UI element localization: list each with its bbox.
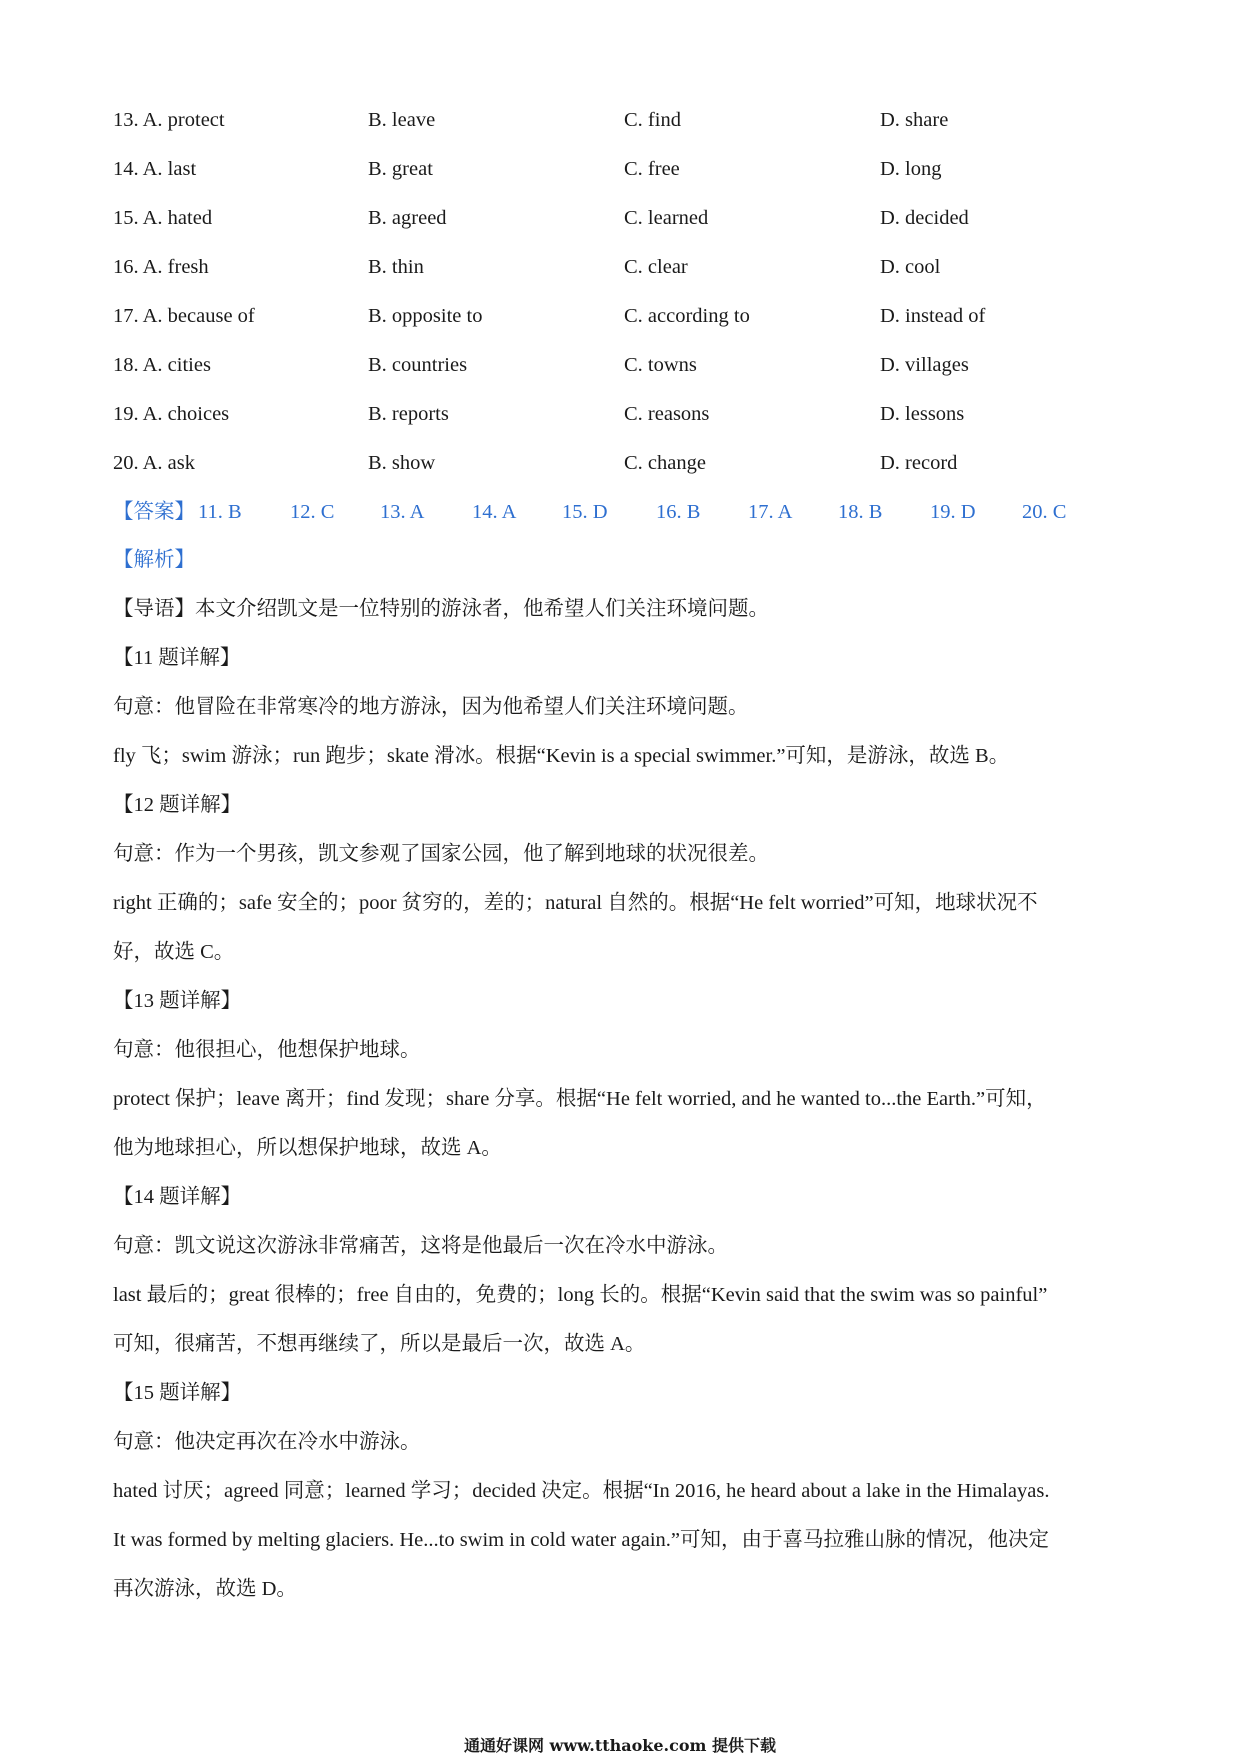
option-d: D. decided — [880, 207, 969, 229]
explanation-line: 好，故选 C。 — [113, 941, 235, 963]
sentence-meaning: 句意：凯文说这次游泳非常痛苦，这将是他最后一次在冷水中游泳。 — [113, 1235, 728, 1257]
explanation-heading: 【13 题详解】 — [113, 990, 242, 1012]
option-row — [0, 203, 1240, 233]
explanation-line: protect 保护；leave 离开；find 发现；share 分享。根据“He felt worried, and he wanted to...the Earth.”可知， — [113, 1088, 1047, 1110]
explanation-heading: 【11 题详解】 — [113, 647, 241, 669]
option-row — [0, 301, 1240, 331]
option-b: B. leave — [368, 109, 436, 131]
answer-row — [0, 497, 1240, 527]
explanation-heading: 【14 题详解】 — [113, 1186, 242, 1208]
option-d: D. long — [880, 158, 942, 180]
option-c: C. free — [624, 158, 680, 180]
option-c: C. find — [624, 109, 681, 131]
explanation-line: It was formed by melting glaciers. He...to swim in cold water again.”可知，由于喜马拉雅山脉的情况，他决定 — [113, 1529, 1050, 1551]
answer-item: 18. B — [838, 501, 883, 523]
option-b: B. countries — [368, 354, 468, 376]
explanation-line: fly 飞；swim 游泳；run 跑步；skate 滑冰。根据“Kevin is a special swimmer.”可知，是游泳，故选 B。 — [113, 745, 1010, 767]
answer-item: 13. A — [380, 501, 425, 523]
explanation-line: right 正确的；safe 安全的；poor 贫穷的，差的；natural 自然的。根据“He felt worried”可知，地球状况不 — [113, 892, 1038, 914]
sentence-meaning: 句意：他冒险在非常寒冷的地方游泳，因为他希望人们关注环境问题。 — [113, 696, 749, 718]
option-a: 17. A. because of — [113, 305, 255, 327]
answer-label: 【答案】 — [113, 501, 195, 523]
option-a: 13. A. protect — [113, 109, 225, 131]
explanation-heading: 【12 题详解】 — [113, 794, 242, 816]
answer-item: 14. A — [472, 501, 517, 523]
option-d: D. record — [880, 452, 958, 474]
option-b: B. great — [368, 158, 433, 180]
sentence-meaning: 句意：他很担心，他想保护地球。 — [113, 1039, 421, 1061]
option-a: 18. A. cities — [113, 354, 211, 376]
option-a: 19. A. choices — [113, 403, 230, 425]
answer-item: 11. B — [198, 501, 242, 523]
option-a: 20. A. ask — [113, 452, 195, 474]
option-a: 14. A. last — [113, 158, 197, 180]
explanation-line: hated 讨厌；agreed 同意；learned 学习；decided 决定。根据“In 2016, he heard about a lake in the Himalayas. — [113, 1480, 1050, 1502]
option-row — [0, 448, 1240, 478]
analysis-label: 【解析】 — [113, 549, 195, 571]
option-d: D. villages — [880, 354, 969, 376]
option-d: D. share — [880, 109, 949, 131]
option-c: C. according to — [624, 305, 750, 327]
option-row — [0, 154, 1240, 184]
answer-item: 12. C — [290, 501, 335, 523]
sentence-meaning: 句意：他决定再次在冷水中游泳。 — [113, 1431, 421, 1453]
option-row — [0, 399, 1240, 429]
answer-item: 20. C — [1022, 501, 1067, 523]
option-c: C. towns — [624, 354, 697, 376]
option-c: C. change — [624, 452, 706, 474]
option-a: 16. A. fresh — [113, 256, 209, 278]
option-b: B. reports — [368, 403, 449, 425]
option-d: D. lessons — [880, 403, 965, 425]
option-b: B. agreed — [368, 207, 447, 229]
explanation-line: 再次游泳，故选 D。 — [113, 1578, 297, 1600]
intro-text: 【导语】本文介绍凯文是一位特别的游泳者，他希望人们关注环境问题。 — [113, 598, 769, 620]
option-row — [0, 252, 1240, 282]
answer-item: 17. A — [748, 501, 793, 523]
page-footer: 通通好课网 www.tthaoke.com 提供下载 — [463, 1736, 777, 1755]
option-c: C. clear — [624, 256, 688, 278]
option-a: 15. A. hated — [113, 207, 213, 229]
option-row — [0, 105, 1240, 135]
option-c: C. learned — [624, 207, 709, 229]
explanation-heading: 【15 题详解】 — [113, 1382, 242, 1404]
explanation-line: 可知，很痛苦，不想再继续了，所以是最后一次，故选 A。 — [113, 1333, 646, 1355]
explanation-line: 他为地球担心，所以想保护地球，故选 A。 — [113, 1137, 502, 1159]
option-row — [0, 350, 1240, 380]
option-b: B. opposite to — [368, 305, 483, 327]
option-c: C. reasons — [624, 403, 710, 425]
option-d: D. instead of — [880, 305, 986, 327]
answer-item: 19. D — [930, 501, 976, 523]
explanation-line: last 最后的；great 很棒的；free 自由的，免费的；long 长的。根据“Kevin said that the swim was so painful” — [113, 1284, 1048, 1306]
option-d: D. cool — [880, 256, 941, 278]
answer-item: 16. B — [656, 501, 701, 523]
sentence-meaning: 句意：作为一个男孩，凯文参观了国家公园，他了解到地球的状况很差。 — [113, 843, 769, 865]
option-b: B. thin — [368, 256, 424, 278]
option-b: B. show — [368, 452, 436, 474]
answer-item: 15. D — [562, 501, 608, 523]
